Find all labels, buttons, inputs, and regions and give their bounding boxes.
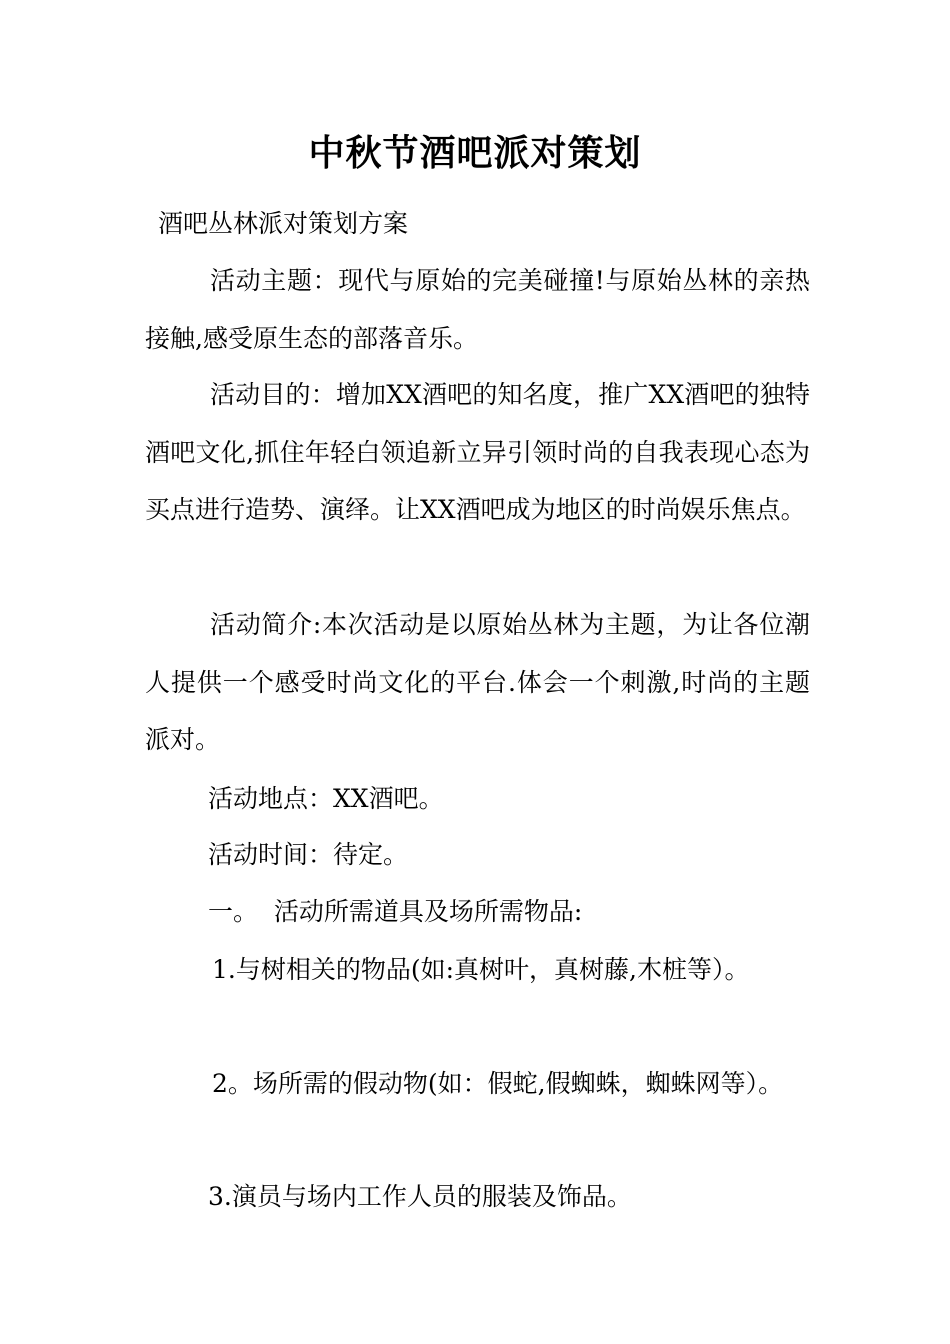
document-title: 中秋节酒吧派对策划 <box>308 132 642 174</box>
document-subtitle: 酒吧丛林派对策划方案 <box>158 209 409 238</box>
list-item: 1.与树相关的物品(如:真树叶，真树藤,木桩等）。 <box>212 955 750 984</box>
paragraph-purpose: 活动目的：增加XX酒吧的知名度，推广XX酒吧的独特酒吧文化,抓住年轻白领追新立异引领时尚的自我表现心态为买点进行造势、演绎。让XX酒吧成为地区的时尚娱乐焦点。 <box>145 380 810 524</box>
list-item: 3.演员与场内工作人员的服装及饰品。 <box>208 1182 632 1211</box>
list-item: 2。场所需的假动物(如：假蛇,假蜘蛛，蜘蛛网等）。 <box>212 1069 784 1098</box>
section-heading: 一。 活动所需道具及场所需物品: <box>208 897 583 926</box>
line-time: 活动时间：待定。 <box>208 840 409 869</box>
line-location: 活动地点：XX酒吧。 <box>208 784 444 813</box>
paragraph-intro: 活动简介:本次活动是以原始丛林为主题，为让各位潮人提供一个感受时尚文化的平台.体会一个刺激,时尚的主题派对。 <box>145 610 810 754</box>
paragraph-theme: 活动主题：现代与原始的完美碰撞!与原始丛林的亲热接触,感受原生态的部落音乐。 <box>145 266 810 353</box>
